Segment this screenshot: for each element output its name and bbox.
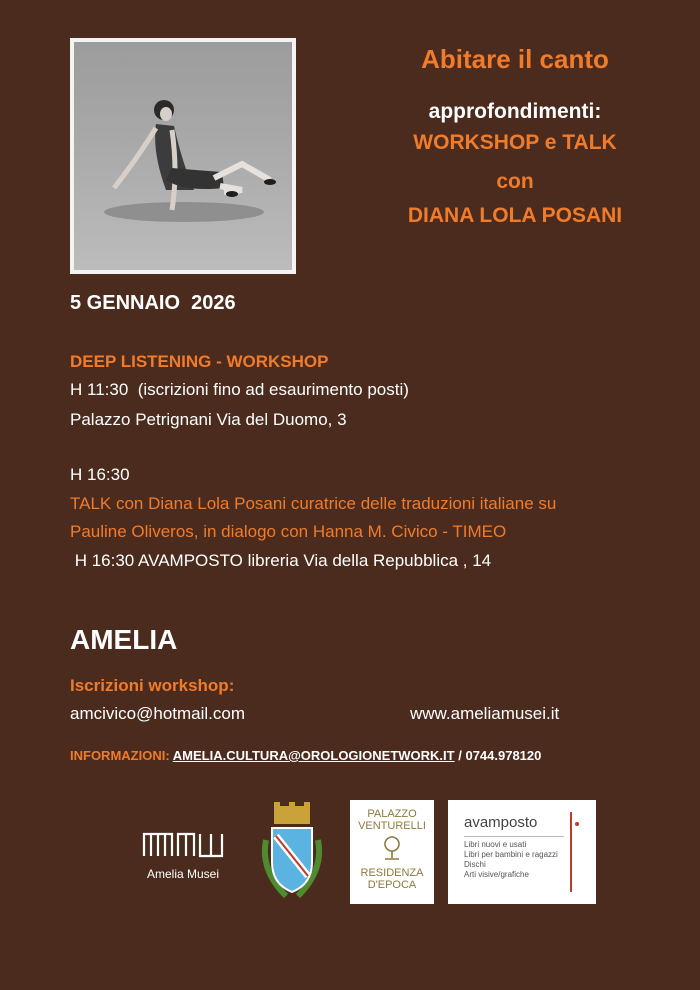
avamposto-line: Arti visive/grafiche — [464, 870, 529, 879]
info-label: INFORMAZIONI: — [70, 748, 170, 763]
talk-place: H 16:30 AVAMPOSTO libreria Via della Repubblica , 14 — [70, 551, 492, 570]
talk-description-line1: TALK con Diana Lola Posani curatrice delle traduzioni italiane su — [70, 494, 557, 513]
talk-time: H 16:30 — [70, 465, 130, 484]
palazzo-emblem-icon — [380, 835, 404, 861]
amelia-musei-label: Amelia Musei — [146, 867, 220, 881]
event-date: 5 GENNAIO 2026 — [70, 292, 236, 314]
palazzo-line2: VENTURELLI — [358, 820, 426, 832]
amelia-coat-of-arms-logo — [256, 800, 328, 902]
workshop-time: H 11:30 (iscrizioni fino ad esaurimento posti) — [70, 380, 409, 399]
avamposto-red-dot — [575, 822, 579, 826]
workshop-place: Palazzo Petrignani Via del Duomo, 3 — [70, 410, 347, 429]
info-email-link[interactable]: AMELIA.CULTURA@OROLOGIONETWORK.IT — [172, 748, 455, 763]
palazzo-line4: D'EPOCA — [367, 879, 417, 891]
avamposto-line: Dischi — [464, 860, 486, 869]
avamposto-logo — [448, 800, 596, 904]
event-photo — [70, 38, 296, 274]
talk-description-line2: Pauline Oliveros, in dialogo con Hanna M. Civico - TIMEO — [70, 522, 507, 541]
avamposto-divider — [464, 836, 564, 837]
workshop-title: DEEP LISTENING - WORKSHOP — [70, 352, 329, 371]
palazzo-venturelli-logo — [350, 800, 434, 904]
amelia-musei-logo — [138, 826, 228, 882]
event-workshop-talk: WORKSHOP e TALK — [413, 131, 617, 154]
info-line — [70, 748, 541, 763]
event-title: Abitare il canto — [421, 44, 609, 74]
coat-of-arms-icon — [256, 800, 328, 902]
city-name: AMELIA — [70, 624, 178, 655]
avamposto-red-bar — [570, 812, 572, 892]
avamposto-title: avamposto — [464, 814, 538, 831]
avamposto-line: Libri nuovi e usati — [464, 840, 527, 849]
avamposto-descriptions — [464, 840, 558, 880]
info-phone: / 0744.978120 — [458, 748, 542, 763]
event-subtitle: approfondimenti: — [428, 100, 602, 123]
avamposto-line: Libri per bambini e ragazzi — [464, 850, 558, 859]
website-link[interactable]: www.ameliamusei.it — [410, 704, 560, 723]
palazzo-line1: PALAZZO — [367, 808, 417, 820]
amelia-musei-mark-icon — [138, 826, 228, 860]
event-con: con — [496, 170, 534, 193]
registration-email[interactable]: amcivico@hotmail.com — [70, 704, 246, 723]
registration-label: Iscrizioni workshop: — [70, 676, 235, 695]
palazzo-line3: RESIDENZA — [360, 867, 424, 879]
event-speaker-name: DIANA LOLA POSANI — [407, 204, 623, 227]
dancer-photo-illustration — [74, 42, 292, 270]
